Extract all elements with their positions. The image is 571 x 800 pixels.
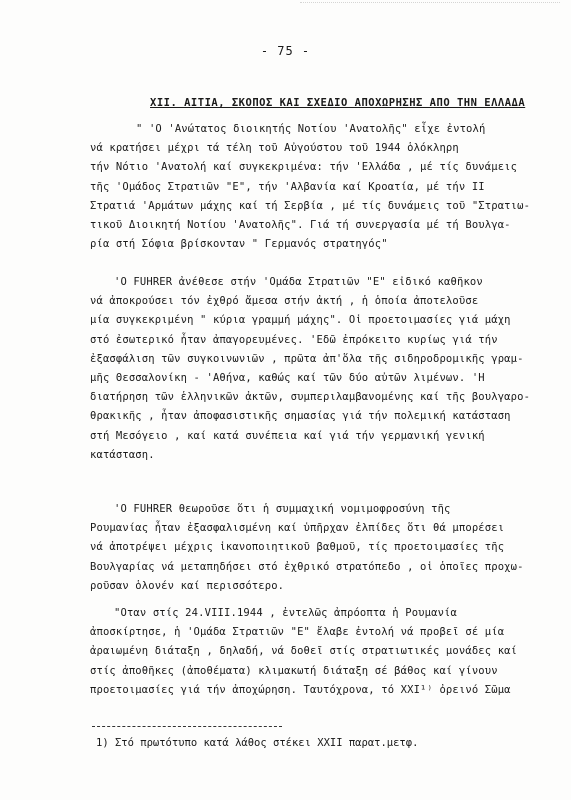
text-line: Στρατιά 'Αρμάτων μάχης καί τή Σερβία , μέ τίς δυνάμεις τοῦ "Στρατιω- — [90, 199, 531, 212]
text-line: Βουλγαρίας νά μεταπηδήσει στό ἐχθρικό στρατόπεδο , οἱ ὁποῖες προχω- — [90, 560, 524, 573]
text-line: 'Ο FUHRER θεωροῦσε ὅτι ἡ συμμαχική νομιμοφροσύνη τῆς — [114, 503, 451, 515]
footnote: 1) Στό πρωτότυπο κατά λάθος στέκει XXII παρατ.μετφ. — [96, 737, 419, 749]
text-line: ρία στή Σόφια βρίσκονταν " Γερμανός στρατηγός" — [90, 238, 388, 251]
text-line: ἀποσκίρτησε, ἡ 'Ομάδα Στρατιῶν "Ε" ἔλαβε ἐντολή νά προβεῖ σέ μία — [90, 626, 505, 639]
text-line: στίς ἀποθῆκες (ἀποθέματα) κλιμακωτή διάταξη σέ βάθος καί γίνουν — [90, 664, 498, 677]
text-line: "Οταν στίς 24.VIII.1944 , ἐντελῶς ἀπρόοπτα ἡ Ρουμανία — [114, 607, 457, 619]
text-line: κατάσταση. — [90, 448, 155, 461]
text-line: νά κρατήσει μέχρι τά τέλη τοῦ Αὐγούστου τοῦ 1944 ὁλόκληρη — [90, 142, 459, 155]
text-line: θρακικῆς , ἦταν ἀποφασιστικῆς σημασίας γιά τήν πολεμική κατάσταση — [90, 410, 511, 423]
text-line: μία συγκεκριμένη " κύρια γραμμή μάχης". Οἱ προετοιμασίες γιά μάχη — [90, 314, 511, 327]
text-line: στό ἐσωτερικό ἦταν ἀπαγορευμένες. 'Εδῶ ἐπρόκειτο κυρίως γιά τήν — [90, 333, 498, 346]
text-line: " 'Ο 'Ανώτατος διοικητής Νοτίου 'Ανατολῆς" εἶχε ἐντολή — [136, 123, 486, 135]
paragraph-4 — [90, 604, 550, 700]
paragraph-3 — [90, 500, 550, 596]
text-line: τῆς 'Ομάδος Στρατιῶν "Ε", τήν 'Αλβανία καί Κροατία, μέ τήν ΙΙ — [90, 180, 485, 193]
page-number: - 75 - — [260, 44, 311, 58]
text-line: νά ἀποτρέψει μέχρις ἱκανοποιητικοῦ βαθμοῦ, τίς προετοιμασίες τῆς — [90, 541, 505, 554]
text-line: τικοῦ Διοικητή Νοτίου 'Ανατολῆς". Γιά τή συνεργασία μέ τή Βουλγα- — [90, 218, 511, 231]
text-line: τήν Νότιο 'Ανατολή καί συγκεκριμένα: τήν 'Ελλάδα , μέ τίς δυνάμεις — [90, 161, 518, 174]
text-line: ἐξασφάλιση τῶν συγκοινωνιῶν , πρῶτα ἀπ'ὅλα τῆς σιδηροδρομικῆς γραμ- — [90, 352, 524, 365]
paragraph-2 — [90, 273, 550, 465]
section-heading: XII. ΑΙΤΙΑ, ΣΚΟΠΟΣ ΚΑΙ ΣΧΕΔΙΟ ΑΠΟΧΩΡΗΣΗΣ ΑΠΟ ΤΗΝ ΕΛΛΑΔΑ — [150, 97, 526, 109]
text-line: ἀραιωμένη διάταξη , δηλαδή, νά δοθεῖ στίς στρατιωτικές μονάδες καί — [90, 645, 518, 658]
text-line: διατήρηση τῶν ἑλληνικῶν ἀκτῶν, συμπεριλαμβανομένης καί τῆς βουλγαρο- — [90, 391, 531, 404]
scan-artifact — [300, 2, 560, 13]
text-line: ροῦσαν ὁλονέν καί περισσότερο. — [90, 579, 285, 592]
text-line: νά ἀποκρούσει τόν ἐχθρό ἄμεσα στήν ἀκτή , ἡ ὁποία ἀποτελοῦσε — [90, 295, 479, 308]
text-line: προετοιμασίες γιά τήν ἀποχώρηση. Ταυτόχρονα, τό XXI¹⁾ ὀρεινό Σῶμα — [90, 683, 511, 696]
text-line: 'Ο FUHRER ἀνέθεσε στήν 'Ομάδα Στρατιῶν "Ε" εἰδικό καθῆκον — [114, 276, 483, 288]
text-line: μῆς Θεσσαλονίκη - 'Αθήνα, καθώς καί τῶν δύο αὐτῶν λιμένων. 'Η — [90, 371, 485, 384]
paragraph-1 — [90, 120, 550, 254]
text-line: στή Μεσόγειο , καί κατά συνέπεια καί γιά τήν γερμανική γενική — [90, 429, 485, 442]
text-line: Ρουμανίας ἦταν ἐξασφαλισμένη καί ὑπῆρχαν ἐλπίδες ὅτι θά μπορέσει — [90, 522, 505, 535]
footnote-divider — [92, 726, 282, 727]
